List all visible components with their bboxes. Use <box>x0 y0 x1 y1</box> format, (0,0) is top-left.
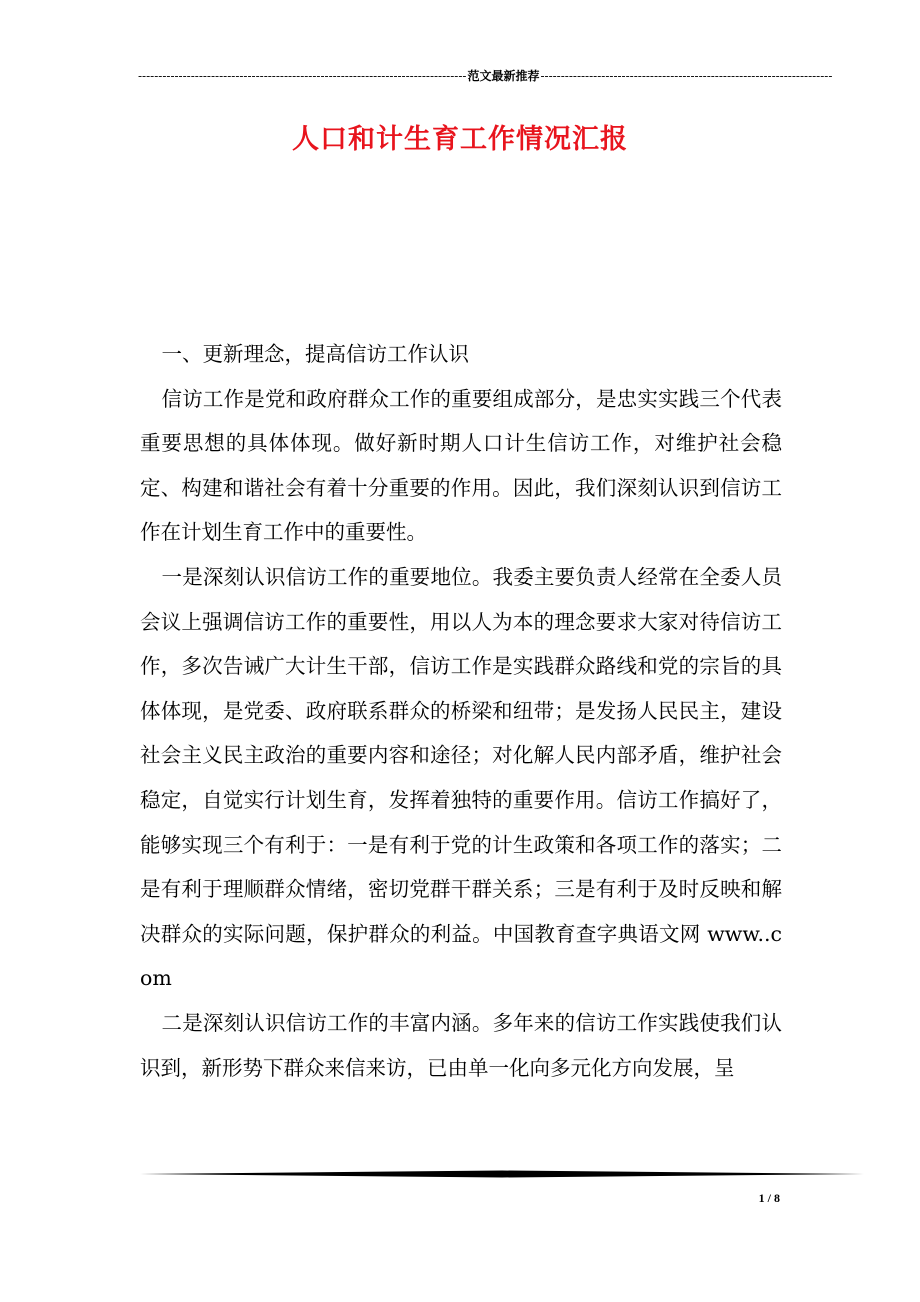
header-label: 范文最新推荐 <box>467 69 540 83</box>
page-number: 1 / 8 <box>758 1191 780 1205</box>
body-paragraph: 二是深刻认识信访工作的丰富内涵。多年来的信访工作实践使我们认识到，新形势下群众来信来访，已由单一化向多元化方向发展，呈 <box>140 1010 782 1080</box>
body-paragraph: 信访工作是党和政府群众工作的重要组成部分，是忠实实践三个代表重要思想的具体体现。做好新时期人口计生信访工作，对维护社会稳定、构建和谐社会有着十分重要的作用。因此，我们深刻认识到信访工作在计划生育工作中的重要性。 <box>140 386 782 545</box>
header-dashes-right: ------------------------------------------------------------------------ <box>540 69 833 83</box>
footer-rule <box>140 1170 864 1178</box>
document-body <box>140 332 782 1090</box>
document-title: 人口和计生育工作情况汇报 <box>292 124 628 155</box>
header-dashes-left: --------------------------------------------------------------------------------- <box>138 69 467 83</box>
page-header <box>138 68 833 84</box>
section-heading: 一、更新理念，提高信访工作认识 <box>161 342 470 366</box>
body-paragraph: 一是深刻认识信访工作的重要地位。我委主要负责人经常在全委人员会议上强调信访工作的重要性，用以人为本的理念要求大家对待信访工作，多次告诫广大计生干部，信访工作是实践群众路线和党的宗旨的具体体现，是党委、政府联系群众的桥梁和纽带；是发扬人民民主，建设社会主义民主政治的重要内容和途径；对化解人民内部矛盾，维护社会稳定，自觉实行计划生育，发挥着独特的重要作用。信访工作搞好了，能够实现三个有利于：一是有利于党的计生政策和各项工作的落实；二是有利于理顺群众情绪，密切党群干群关系；三是有利于及时反映和解决群众的实际问题，保护群众的利益。中国教育查字典语文网 www..com <box>140 564 782 991</box>
